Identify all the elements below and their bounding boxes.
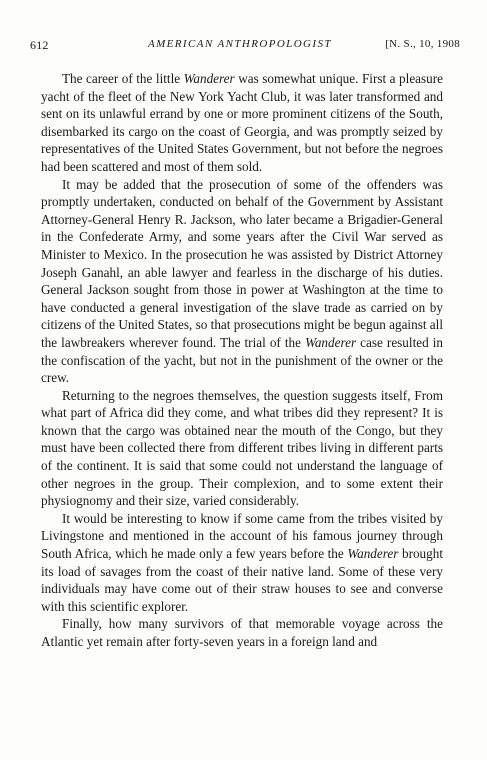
issue-reference: [N. S., 10, 1908	[385, 38, 460, 50]
text-run: case resulted in the confiscation of the yacht, but not in the punishment of the owner or the crew.	[41, 334, 444, 386]
running-header	[30, 38, 460, 56]
text-run: Returning to the negroes themselves, the question suggests itself, From what part of Africa did they come, and what tribes did they represent? It is known that the cargo was obtained near the mouth of the Congo, but they must have been collected there from different tribes living in different parts of the continent. It is said that some could not understand the language of other negroes in the group. Their complexion, and to some extent their physiognomy and their size, varied considerably.	[41, 387, 443, 509]
paragraph-origins	[41, 387, 443, 510]
body-text	[41, 70, 443, 651]
text-run: brought its load of savages from the coast of their native land. Some of these very individuals may have come out of their straw houses to see and converse with this scientific explorer.	[41, 546, 443, 614]
ship-name: Wanderer	[347, 546, 399, 562]
page-number: 612	[30, 38, 49, 52]
text-run: Finally, how many survivors of that memorable voyage across the Atlantic yet remain after forty-seven years in a foreign land and	[41, 616, 443, 649]
paragraph-survivors	[41, 615, 443, 650]
ship-name: Wanderer	[183, 71, 235, 86]
text-run: It would be interesting to know if some came from the tribes visited by Livingstone and mentioned in the account of his famous journey through South Africa, which he made only a few years before the	[41, 510, 443, 562]
text-run: was somewhat unique. First a pleasure yacht of the fleet of the New York Yacht Club, it was later transformed and sent on its unlawful errand by one or more prominent citizens of the South, disembarked its cargo on the coast of Georgia, and was promptly seized by representatives of the United States Government, but not before the negroes had been scattered and most of them sold.	[41, 71, 443, 174]
paragraph-wanderer-career	[41, 70, 443, 176]
paragraph-prosecution	[41, 176, 443, 387]
paragraph-livingstone	[41, 510, 443, 616]
ship-name: Wanderer	[305, 334, 357, 350]
journal-title: AMERICAN ANTHROPOLOGIST	[148, 38, 332, 50]
text-run: It may be added that the prosecution of some of the offenders was promptly undertaken, conducted on behalf of the Government by Assistant Attorney-General Henry R. Jackson, who later became a Brigadier-General in the Confederate Army, and some years after the Civil War served as Minister to Mexico. In the prosecution he was assisted by District Attorney Joseph Ganahl, an able lawyer and fearless in the discharge of his duties. General Jackson sought from those in power at Washington at the time to have conducted a general investigation of the slave trade as carried on by citizens of the United States, so that prosecutions might be begun against all the lawbreakers wherever found. The trial of the	[41, 176, 443, 350]
text-run: The career of the little	[62, 71, 184, 86]
